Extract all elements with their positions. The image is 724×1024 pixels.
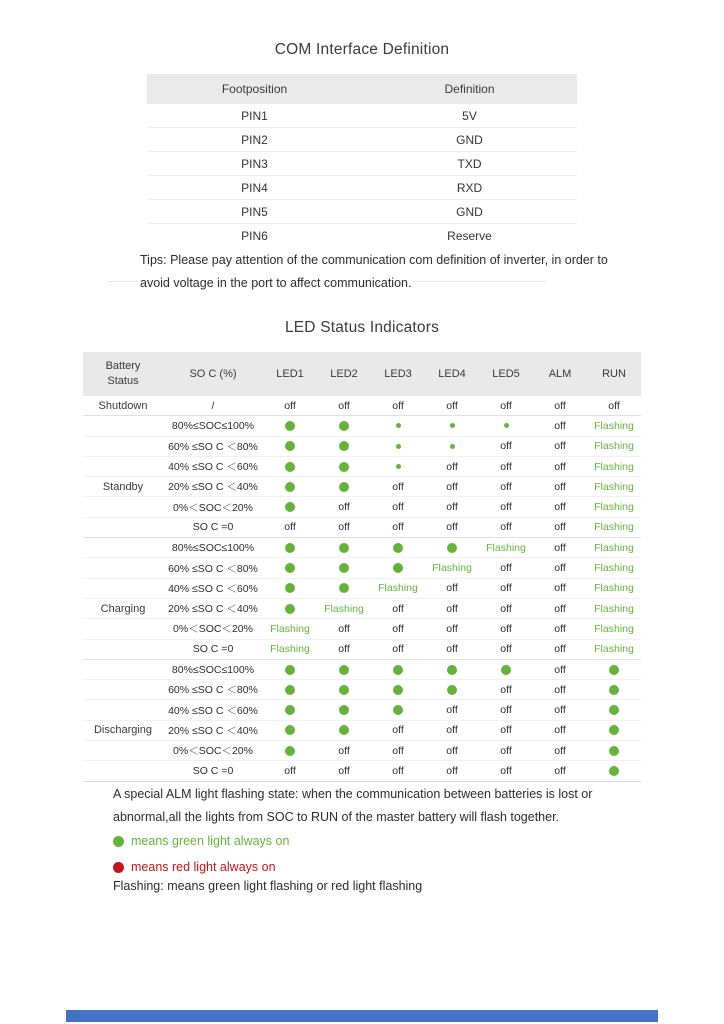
led-state-cell: off xyxy=(338,744,350,757)
led-state-cell xyxy=(263,599,317,618)
pin-cell: PIN2 xyxy=(241,132,268,147)
led-state-cell: Flashing xyxy=(270,622,310,635)
green-led-dot xyxy=(285,685,295,695)
led-state-cell: off xyxy=(338,521,350,534)
green-led-dot xyxy=(447,685,457,695)
led-state-cell xyxy=(317,579,371,598)
led-state-cell xyxy=(371,660,425,679)
definition-cell: TXD xyxy=(457,156,482,171)
led-state-cell xyxy=(587,721,641,740)
pin-cell: PIN5 xyxy=(241,204,268,219)
led-state-cell: off xyxy=(338,643,350,656)
soc-range-cell: 60% ≤SO C ＜80% xyxy=(168,562,258,575)
led-state-cell xyxy=(263,416,317,435)
led-state-cell: off xyxy=(554,744,566,757)
green-led-dot xyxy=(396,423,401,428)
green-led-dot xyxy=(501,665,511,675)
column-header: Battery Status xyxy=(105,360,141,387)
battery-status-cell: Shutdown xyxy=(98,399,148,412)
led-state-cell xyxy=(263,538,317,557)
led-state-cell: Flashing xyxy=(594,622,634,635)
led-state-cell xyxy=(317,477,371,496)
table-row xyxy=(147,176,577,200)
battery-status-cell: Standby xyxy=(102,480,144,493)
definition-cell: RXD xyxy=(456,180,483,195)
battery-status-cell xyxy=(83,538,163,557)
led-state-cell xyxy=(587,660,641,679)
green-led-dot xyxy=(285,421,295,431)
green-led-dot xyxy=(396,444,401,449)
led-state-cell: off xyxy=(446,704,458,717)
green-led-dot xyxy=(609,665,619,675)
led-state-cell xyxy=(371,700,425,719)
table-row xyxy=(83,518,641,538)
green-led-dot xyxy=(609,725,619,735)
led-state-cell: off xyxy=(554,622,566,635)
green-led-dot xyxy=(285,604,295,614)
led-state-cell: Flashing xyxy=(378,582,418,595)
led-state-cell: off xyxy=(554,562,566,575)
led-state-cell xyxy=(317,700,371,719)
led-state-cell xyxy=(479,416,533,435)
soc-range-cell: 0%＜SOC＜20% xyxy=(173,623,253,636)
led-state-cell: off xyxy=(554,521,566,534)
led-state-cell xyxy=(263,457,317,476)
green-led-dot xyxy=(285,441,295,451)
led-state-cell: off xyxy=(554,704,566,717)
led-state-cell xyxy=(263,579,317,598)
green-led-dot xyxy=(339,421,349,431)
led-state-cell xyxy=(587,680,641,699)
led-state-cell: off xyxy=(554,419,566,432)
soc-range-cell: 40% ≤SO C ＜60% xyxy=(168,704,258,717)
green-led-dot xyxy=(339,665,349,675)
green-led-dot xyxy=(339,685,349,695)
led-section-title: LED Status Indicators xyxy=(284,319,440,336)
battery-status-cell xyxy=(83,640,163,659)
table-row xyxy=(147,200,577,224)
table-row xyxy=(147,152,577,176)
led-state-cell: Flashing xyxy=(324,602,364,615)
led-state-cell xyxy=(317,660,371,679)
led-state-cell: off xyxy=(554,399,566,412)
led-state-cell xyxy=(425,437,479,456)
battery-status-cell xyxy=(83,700,163,719)
led-state-cell xyxy=(371,457,425,476)
led-state-cell: off xyxy=(500,562,512,575)
column-header: LED4 xyxy=(438,367,466,380)
led-state-cell: off xyxy=(446,521,458,534)
table-row xyxy=(83,619,641,639)
battery-status-cell xyxy=(83,416,163,435)
led-state-cell: off xyxy=(500,643,512,656)
column-header: LED1 xyxy=(276,367,304,380)
led-state-cell xyxy=(317,416,371,435)
led-state-cell: Flashing xyxy=(594,541,634,554)
table-row xyxy=(83,579,641,599)
led-state-cell xyxy=(317,538,371,557)
red-legend-label: means red light always on xyxy=(131,860,276,874)
led-state-cell: off xyxy=(500,480,512,493)
flashing-note: Flashing: means green light flashing or red light flashing xyxy=(113,879,423,893)
column-header: RUN xyxy=(602,367,626,380)
table-row xyxy=(83,457,641,477)
led-state-cell: off xyxy=(446,480,458,493)
green-led-dot xyxy=(339,543,349,553)
led-state-cell: off xyxy=(392,602,404,615)
led-state-cell: off xyxy=(500,724,512,737)
led-state-cell: off xyxy=(554,663,566,676)
green-led-dot xyxy=(393,665,403,675)
led-state-cell: off xyxy=(392,501,404,514)
battery-status-cell xyxy=(83,579,163,598)
tips-line: Tips: Please pay attention of the communication com definition of inverter, in order to xyxy=(140,253,608,267)
battery-status-cell xyxy=(83,457,163,476)
pin-cell: PIN1 xyxy=(241,108,268,123)
pin-cell: PIN4 xyxy=(241,180,268,195)
soc-range-cell: 80%≤SOC≤100% xyxy=(171,663,255,676)
green-led-dot xyxy=(285,665,295,675)
green-led-dot xyxy=(285,705,295,715)
led-state-cell: off xyxy=(392,480,404,493)
column-header: LED5 xyxy=(492,367,520,380)
soc-range-cell: 80%≤SOC≤100% xyxy=(171,541,255,554)
led-state-cell: Flashing xyxy=(486,541,526,554)
led-state-cell: off xyxy=(284,764,296,777)
table-row xyxy=(83,761,641,781)
led-state-cell: off xyxy=(554,460,566,473)
pin-cell: PIN6 xyxy=(241,228,268,243)
green-led-dot xyxy=(285,583,295,593)
led-state-cell: Flashing xyxy=(594,643,634,656)
led-state-cell: off xyxy=(338,501,350,514)
soc-range-cell: 20% ≤SO C ＜40% xyxy=(168,724,258,737)
led-state-cell xyxy=(317,680,371,699)
table-row xyxy=(83,640,641,660)
green-led-dot xyxy=(396,464,401,469)
column-header: LED3 xyxy=(384,367,412,380)
battery-status-cell: Charging xyxy=(100,602,146,615)
led-state-cell xyxy=(263,680,317,699)
led-state-cell: off xyxy=(446,724,458,737)
led-state-cell xyxy=(425,538,479,557)
led-state-cell: off xyxy=(392,622,404,635)
led-state-cell xyxy=(317,721,371,740)
table-header-row xyxy=(147,74,577,104)
led-state-cell: off xyxy=(500,501,512,514)
led-state-cell xyxy=(479,660,533,679)
table-row xyxy=(147,128,577,152)
battery-status-cell xyxy=(83,437,163,456)
definition-cell: GND xyxy=(456,204,483,219)
led-state-cell xyxy=(317,437,371,456)
led-state-cell: off xyxy=(500,704,512,717)
led-state-cell xyxy=(425,680,479,699)
com-interface-table xyxy=(147,74,577,247)
definition-cell: 5V xyxy=(462,108,477,123)
led-state-cell xyxy=(371,416,425,435)
led-state-cell: off xyxy=(392,724,404,737)
green-led-dot xyxy=(447,665,457,675)
led-state-cell: off xyxy=(554,501,566,514)
led-state-cell xyxy=(587,700,641,719)
table-row xyxy=(147,224,577,247)
led-state-cell xyxy=(371,680,425,699)
led-state-cell: off xyxy=(446,744,458,757)
led-state-cell: off xyxy=(338,764,350,777)
led-state-cell: off xyxy=(554,602,566,615)
table-row xyxy=(83,741,641,761)
green-led-dot xyxy=(609,705,619,715)
table-row xyxy=(83,721,641,741)
led-state-cell: off xyxy=(392,521,404,534)
pin-cell: PIN3 xyxy=(241,156,268,171)
battery-status-cell xyxy=(83,497,163,516)
green-led-dot xyxy=(609,746,619,756)
led-state-cell: off xyxy=(500,460,512,473)
led-state-cell: off xyxy=(446,764,458,777)
tips-line: avoid voltage in the port to affect communication. xyxy=(140,276,412,290)
battery-status-cell xyxy=(83,761,163,780)
table-row xyxy=(147,104,577,128)
column-header: LED2 xyxy=(330,367,358,380)
led-state-cell: off xyxy=(338,622,350,635)
led-state-cell: Flashing xyxy=(432,562,472,575)
definition-cell: Reserve xyxy=(447,228,492,243)
led-state-cell: Flashing xyxy=(594,582,634,595)
column-header: ALM xyxy=(548,367,572,380)
green-led-dot xyxy=(393,563,403,573)
green-led-dot xyxy=(393,543,403,553)
column-header-definition: Definition xyxy=(444,82,495,96)
led-state-cell: off xyxy=(446,643,458,656)
led-state-cell: Flashing xyxy=(594,460,634,473)
green-dot-icon xyxy=(113,836,124,847)
led-state-cell: off xyxy=(446,622,458,635)
led-state-cell xyxy=(587,741,641,760)
green-led-dot xyxy=(285,502,295,512)
led-state-cell: off xyxy=(500,521,512,534)
led-state-cell: off xyxy=(554,440,566,453)
green-led-dot xyxy=(339,441,349,451)
led-state-cell: off xyxy=(446,399,458,412)
battery-status-cell: Discharging xyxy=(93,724,153,737)
led-table-body xyxy=(83,396,641,782)
led-state-cell: off xyxy=(284,399,296,412)
green-led-dot xyxy=(339,583,349,593)
green-legend-label: means green light always on xyxy=(131,834,290,848)
soc-range-cell: 80%≤SOC≤100% xyxy=(171,419,255,432)
led-state-cell: off xyxy=(446,602,458,615)
green-led-dot xyxy=(285,462,295,472)
table-row xyxy=(83,680,641,700)
led-state-cell: off xyxy=(500,683,512,696)
led-state-cell: off xyxy=(392,764,404,777)
led-status-table xyxy=(83,352,641,782)
alm-note-line: A special ALM light flashing state: when the communication between batteries is lost or xyxy=(113,787,593,801)
led-state-cell xyxy=(425,660,479,679)
led-state-cell xyxy=(371,558,425,577)
green-led-dot xyxy=(285,543,295,553)
led-state-cell: Flashing xyxy=(594,521,634,534)
led-state-cell: off xyxy=(500,399,512,412)
decorative-line xyxy=(108,281,138,282)
led-state-cell: off xyxy=(554,541,566,554)
soc-range-cell: 60% ≤SO C ＜80% xyxy=(168,440,258,453)
led-state-cell: off xyxy=(500,602,512,615)
led-state-cell: Flashing xyxy=(594,562,634,575)
table-row xyxy=(83,396,641,416)
led-state-cell: off xyxy=(500,744,512,757)
led-state-cell: Flashing xyxy=(594,501,634,514)
green-led-dot xyxy=(447,543,457,553)
green-led-dot xyxy=(285,746,295,756)
led-state-cell: off xyxy=(446,460,458,473)
alm-note-line: abnormal,all the lights from SOC to RUN of the master battery will flash together. xyxy=(113,810,560,824)
led-state-cell: off xyxy=(554,683,566,696)
soc-range-cell: 0%＜SOC＜20% xyxy=(173,501,253,514)
battery-status-cell xyxy=(83,558,163,577)
soc-range-cell: SO C =0 xyxy=(192,764,234,777)
led-state-cell xyxy=(263,477,317,496)
table-row xyxy=(83,538,641,558)
green-led-dot xyxy=(339,705,349,715)
green-led-dot xyxy=(393,705,403,715)
led-state-cell: off xyxy=(446,582,458,595)
soc-range-cell: SO C =0 xyxy=(192,643,234,656)
led-state-cell: off xyxy=(500,764,512,777)
red-dot-icon xyxy=(113,862,124,873)
green-led-dot xyxy=(339,462,349,472)
green-led-dot xyxy=(339,482,349,492)
led-state-cell: off xyxy=(392,643,404,656)
led-state-cell: Flashing xyxy=(594,480,634,493)
soc-range-cell: 40% ≤SO C ＜60% xyxy=(168,582,258,595)
led-state-cell: off xyxy=(608,399,620,412)
led-state-cell: off xyxy=(500,622,512,635)
red-legend xyxy=(113,860,276,874)
table-row xyxy=(83,700,641,720)
green-led-dot xyxy=(450,423,455,428)
soc-range-cell: 60% ≤SO C ＜80% xyxy=(168,684,258,697)
green-led-dot xyxy=(339,725,349,735)
green-led-dot xyxy=(609,685,619,695)
column-header: SO C (%) xyxy=(189,367,237,380)
led-table-header xyxy=(83,352,641,396)
green-led-dot xyxy=(339,563,349,573)
led-state-cell: Flashing xyxy=(594,419,634,432)
led-state-cell: off xyxy=(500,582,512,595)
led-state-cell: Flashing xyxy=(594,602,634,615)
led-state-cell: off xyxy=(392,744,404,757)
soc-range-cell: 0%＜SOC＜20% xyxy=(173,745,253,758)
table-row xyxy=(83,477,641,497)
table-row xyxy=(83,599,641,619)
battery-status-cell xyxy=(83,518,163,537)
led-state-cell: off xyxy=(338,399,350,412)
battery-status-cell xyxy=(83,619,163,638)
green-led-dot xyxy=(393,685,403,695)
footer-accent-bar xyxy=(66,1010,658,1022)
table-row xyxy=(83,497,641,517)
green-led-dot xyxy=(285,725,295,735)
led-state-cell: off xyxy=(554,764,566,777)
tips-paragraph xyxy=(140,249,630,295)
com-section-title: COM Interface Definition xyxy=(274,41,450,58)
led-state-cell xyxy=(263,700,317,719)
led-state-cell xyxy=(371,538,425,557)
led-state-cell: off xyxy=(284,521,296,534)
soc-range-cell: / xyxy=(211,399,215,412)
soc-range-cell: 20% ≤SO C ＜40% xyxy=(168,603,258,616)
table-row xyxy=(83,558,641,578)
green-led-dot xyxy=(285,563,295,573)
led-state-cell xyxy=(263,660,317,679)
led-state-cell xyxy=(263,741,317,760)
led-state-cell xyxy=(317,558,371,577)
table-row xyxy=(83,660,641,680)
green-led-dot xyxy=(609,766,619,776)
green-led-dot xyxy=(450,444,455,449)
battery-status-cell xyxy=(83,660,163,679)
battery-status-cell xyxy=(83,680,163,699)
led-state-cell: off xyxy=(554,643,566,656)
table-row xyxy=(83,437,641,457)
led-state-cell xyxy=(371,437,425,456)
column-header-footposition: Footposition xyxy=(221,82,288,96)
led-state-cell: off xyxy=(554,480,566,493)
led-state-cell xyxy=(425,416,479,435)
alm-note-paragraph xyxy=(113,783,613,829)
led-state-cell xyxy=(263,558,317,577)
green-led-dot xyxy=(285,482,295,492)
led-state-cell: off xyxy=(554,582,566,595)
led-state-cell xyxy=(317,457,371,476)
battery-status-cell xyxy=(83,741,163,760)
led-state-cell xyxy=(263,721,317,740)
green-led-dot xyxy=(504,423,509,428)
led-state-cell: Flashing xyxy=(594,440,634,453)
soc-range-cell: 20% ≤SO C ＜40% xyxy=(168,481,258,494)
led-state-cell: off xyxy=(392,399,404,412)
led-state-cell: Flashing xyxy=(270,643,310,656)
led-state-cell: off xyxy=(554,724,566,737)
led-state-cell xyxy=(263,437,317,456)
definition-cell: GND xyxy=(456,132,483,147)
table-row xyxy=(83,416,641,436)
soc-range-cell: 40% ≤SO C ＜60% xyxy=(168,461,258,474)
green-legend xyxy=(113,834,289,848)
soc-range-cell: SO C =0 xyxy=(192,521,234,534)
led-state-cell: off xyxy=(500,440,512,453)
led-state-cell xyxy=(587,761,641,780)
led-state-cell: off xyxy=(446,501,458,514)
led-state-cell xyxy=(263,497,317,516)
